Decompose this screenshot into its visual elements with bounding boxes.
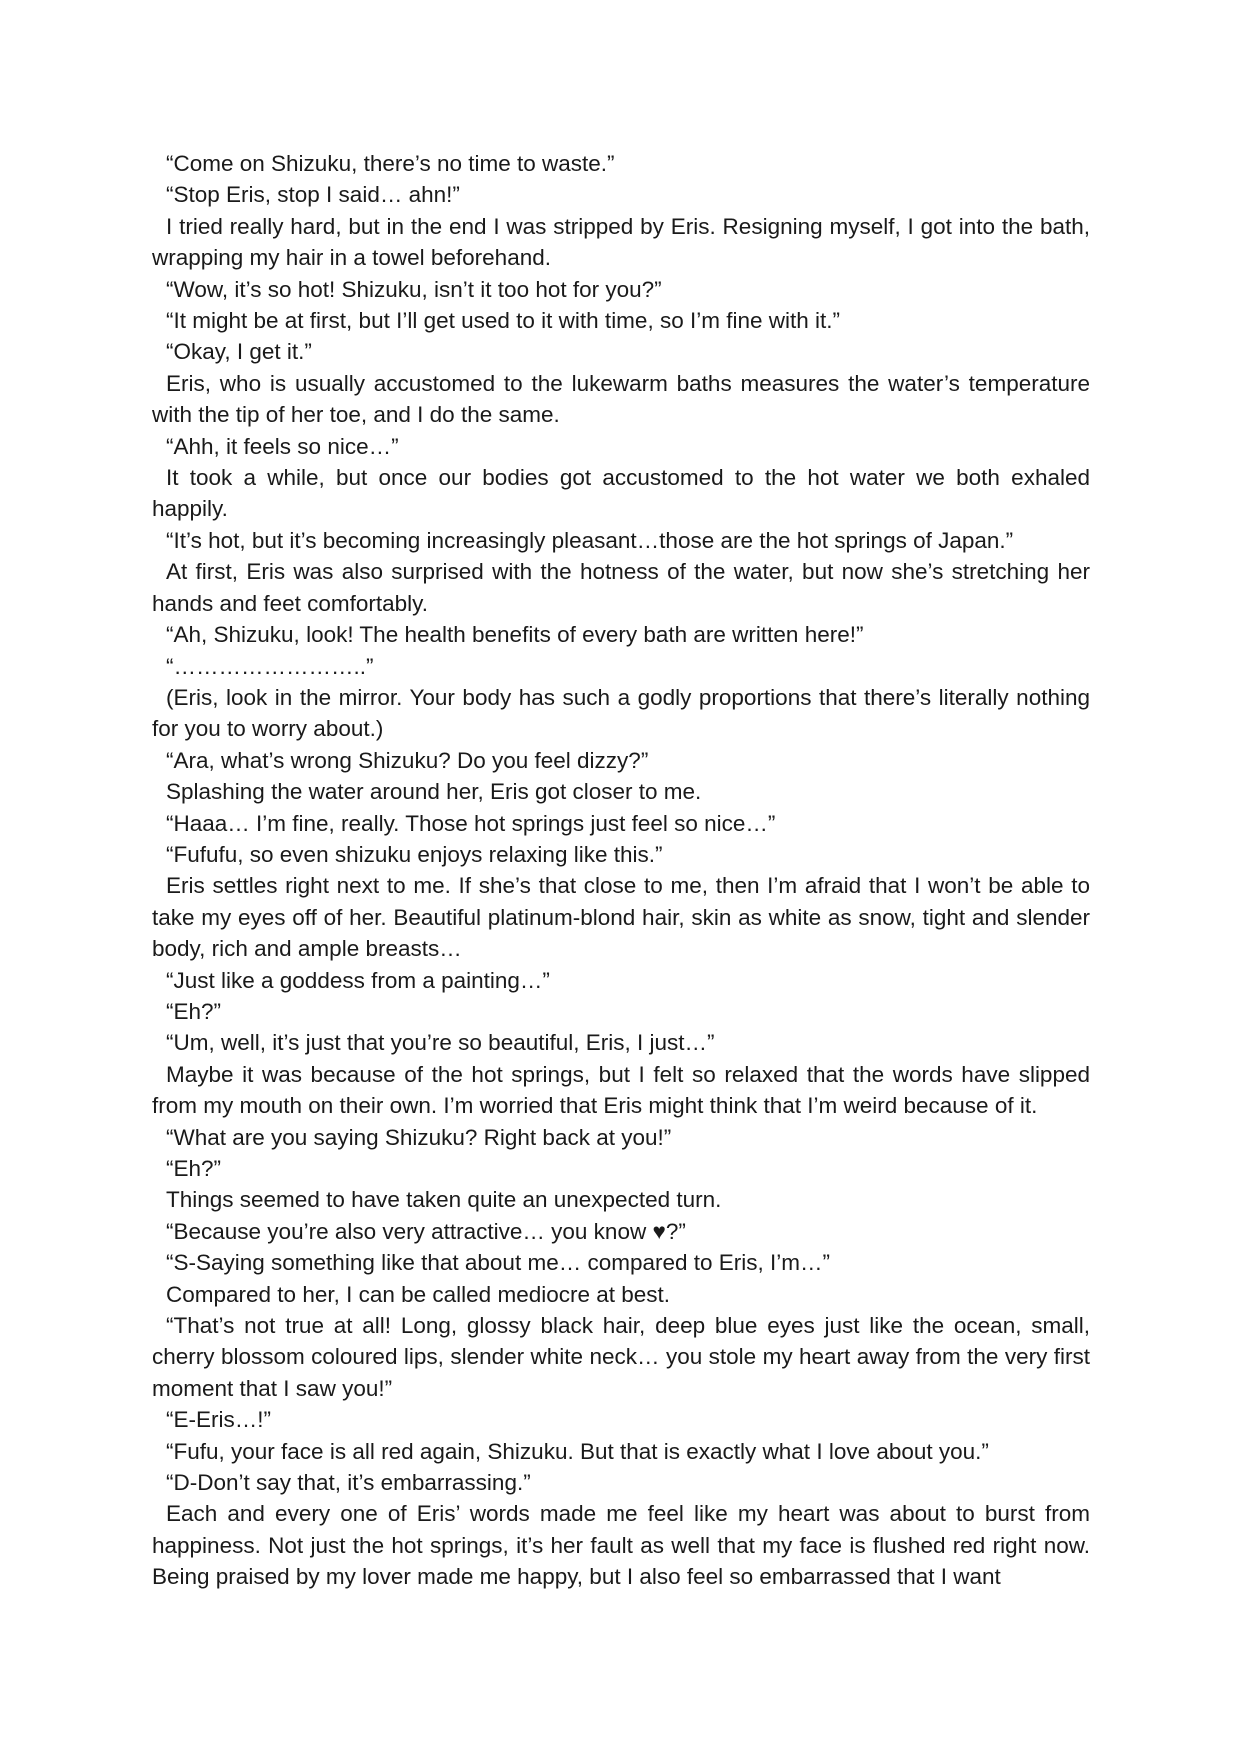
paragraph-30: “That’s not true at all! Long, glossy black hair, deep blue eyes just like the ocean, small, cherry blossom coloured lips, slender white neck… you stole my heart away from the very first moment that I saw you!” — [152, 1313, 1090, 1401]
paragraph-7: Eris, who is usually accustomed to the lukewarm baths measures the water’s temperature with the tip of her toe, and I do the same. — [152, 370, 1090, 428]
paragraph-11: At first, Eris was also surprised with the hotness of the water, but now she’s stretching her hands and feet comfortably. — [152, 559, 1090, 616]
paragraph-34: Each and every one of Eris’ words made me feel like my heart was about to burst from happiness. Not just the hot springs, it’s her fault as well that my face is flushed red right now. Being praised by my lover made me happy, but I also feel so embarrassed that I want — [152, 1501, 1090, 1590]
paragraph-33: “D-Don’t say that, it’s embarrassing.” — [166, 1470, 531, 1496]
paragraph-23: Maybe it was because of the hot springs, but I felt so relaxed that the words have slipped from my mouth on their own. I’m worried that Eris might think that I’m weird because of it. — [152, 1061, 1090, 1119]
paragraph-25: “Eh?” — [166, 1156, 222, 1181]
paragraph-24: “What are you saying Shizuku? Right back at you!” — [166, 1124, 672, 1150]
paragraph-18: “Fufufu, so even shizuku enjoys relaxing like this.” — [166, 841, 663, 867]
paragraph-29: Compared to her, I can be called mediocre at best. — [166, 1281, 671, 1307]
paragraph-31: “E-Eris…!” — [166, 1407, 271, 1433]
paragraph-22: “Um, well, it’s just that you’re so beautiful, Eris, I just…” — [166, 1030, 715, 1056]
paragraph-20: “Just like a goddess from a painting…” — [166, 967, 550, 993]
paragraph-1: “Come on Shizuku, there’s no time to waste.” — [166, 151, 615, 176]
paragraph-4: “Wow, it’s so hot! Shizuku, isn’t it too hot for you?” — [166, 276, 662, 302]
paragraph-13: “……………………..” — [166, 653, 374, 679]
paragraph-10: “It’s hot, but it’s becoming increasingly pleasant…those are the hot springs of Japan.” — [166, 527, 1014, 553]
paragraph-8: “Ahh, it feels so nice…” — [166, 433, 399, 459]
paragraph-6: “Okay, I get it.” — [166, 339, 312, 365]
paragraph-9: It took a while, but once our bodies got accustomed to the hot water we both exhaled happily. — [152, 465, 1090, 522]
story-text — [152, 148, 1090, 1593]
paragraph-16: Splashing the water around her, Eris got closer to me. — [166, 779, 702, 805]
paragraph-5: “It might be at first, but I’ll get used to it with time, so I’m fine with it.” — [166, 308, 840, 334]
paragraph-17: “Haaa… I’m fine, really. Those hot springs just feel so nice…” — [166, 810, 776, 836]
paragraph-3: I tried really hard, but in the end I was stripped by Eris. Resigning myself, I got into the bath, wrapping my hair in a towel beforehand. — [152, 213, 1090, 271]
paragraph-21: “Eh?” — [166, 998, 222, 1024]
paragraph-12: “Ah, Shizuku, look! The health benefits of every bath are written here!” — [166, 622, 864, 648]
paragraph-32: “Fufu, your face is all red again, Shizuku. But that is exactly what I love about you.” — [166, 1438, 989, 1464]
paragraph-28: “S-Saying something like that about me… compared to Eris, I’m…” — [166, 1250, 831, 1276]
paragraph-15: “Ara, what’s wrong Shizuku? Do you feel dizzy?” — [166, 747, 649, 773]
paragraph-27: “Because you’re also very attractive… you know ♥?” — [166, 1218, 686, 1244]
paragraph-19: Eris settles right next to me. If she’s that close to me, then I’m afraid that I won’t be able to take my eyes off of her. Beautiful platinum-blond hair, skin as white as snow, tight and slender body, rich and ample breasts… — [152, 873, 1090, 962]
paragraph-2: “Stop Eris, stop I said… ahn!” — [166, 182, 460, 208]
paragraph-14: (Eris, look in the mirror. Your body has such a godly proportions that there’s literally nothing for you to worry about.) — [152, 684, 1090, 742]
paragraph-26: Things seemed to have taken quite an unexpected turn. — [166, 1187, 722, 1213]
